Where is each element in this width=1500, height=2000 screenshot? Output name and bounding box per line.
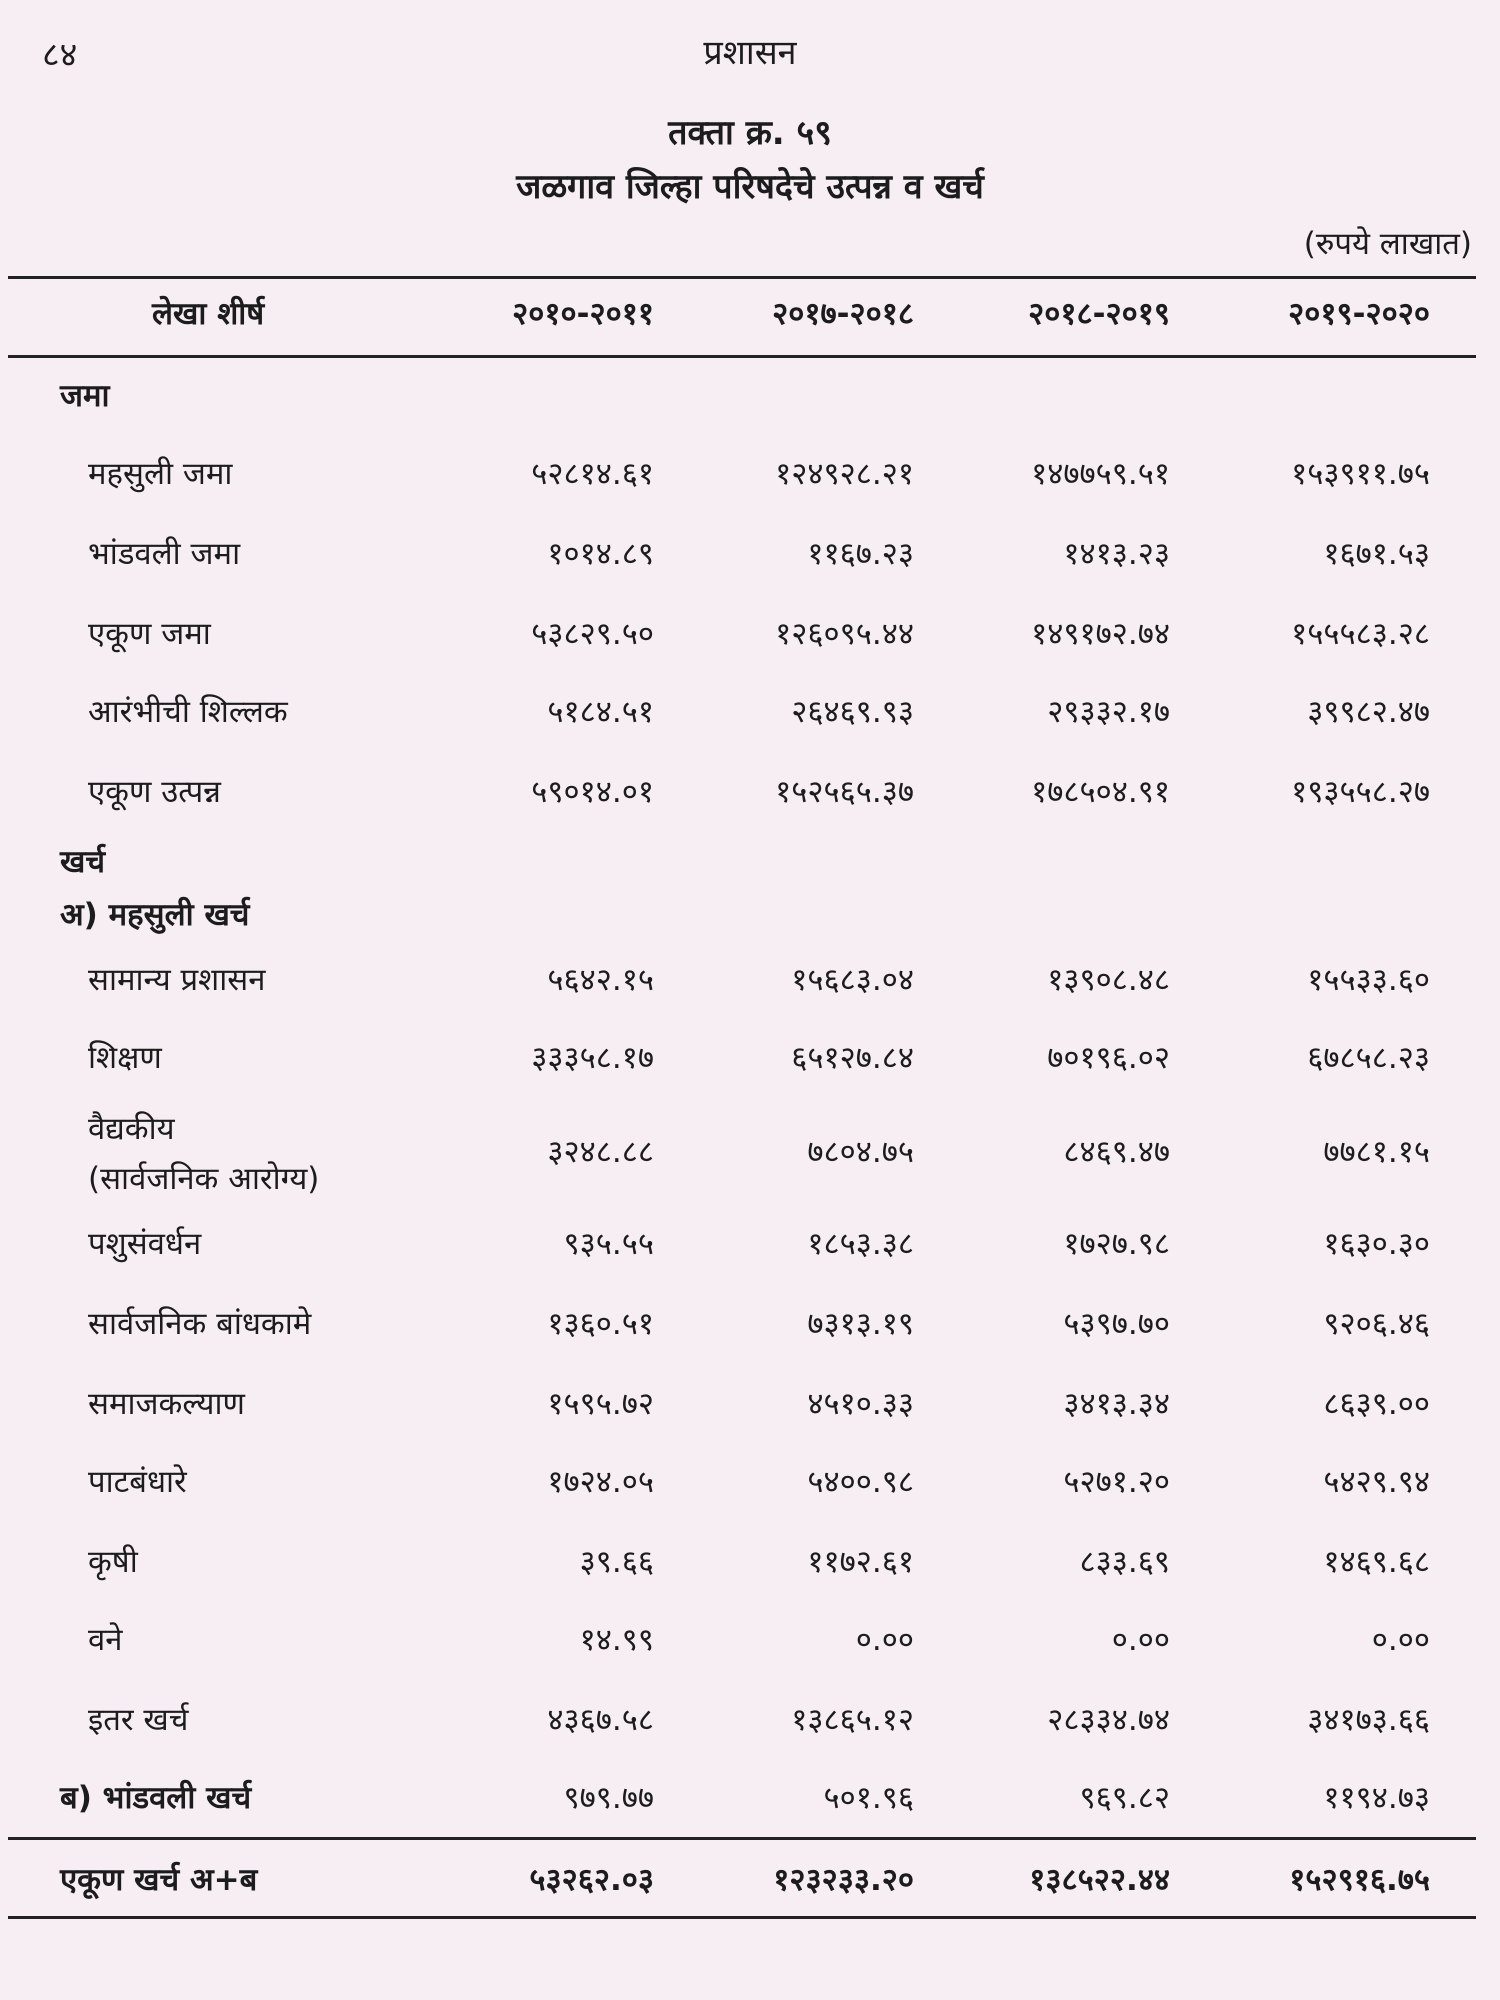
- row-label-line-1: वैद्यकीय: [88, 1111, 175, 1147]
- cell-2018-2019: ५२७१.२०: [1063, 1464, 1170, 1500]
- cell-2019-2020: १६३०.३०: [1323, 1226, 1430, 1262]
- table-top-rule: [8, 276, 1476, 279]
- cell-2018-2019: ८३३.६९: [1079, 1544, 1170, 1580]
- cell-2018-2019: १४१३.२३: [1063, 536, 1170, 572]
- row-label: समाजकल्याण: [88, 1386, 245, 1422]
- row-label: इतर खर्च: [88, 1702, 189, 1738]
- cell-2017-2018: ०.००: [855, 1622, 914, 1658]
- cell-2017-2018: ६५१२७.८४: [791, 1040, 914, 1076]
- row-label: शिक्षण: [88, 1040, 162, 1076]
- row-label: भांडवली जमा: [88, 536, 241, 572]
- cell-2018-2019: १७२७.९८: [1063, 1226, 1170, 1262]
- cell-2019-2020: १५५३३.६०: [1307, 962, 1430, 998]
- row-label: वने: [88, 1622, 123, 1658]
- cell-2017-2018: ११७२.६१: [807, 1544, 914, 1580]
- cell-2010-2011: ३२४८.८८: [547, 1134, 654, 1170]
- table-title: जळगाव जिल्हा परिषदेचे उत्पन्न व खर्च: [516, 167, 984, 207]
- row-label: सार्वजनिक बांधकामे: [88, 1306, 312, 1342]
- row-label: अ) महसुली खर्च: [60, 897, 250, 933]
- row-label: [88, 1104, 319, 1204]
- cell-2019-2020: १९३५५८.२७: [1291, 774, 1430, 810]
- cell-2018-2019: ०.००: [1111, 1622, 1170, 1658]
- running-head: प्रशासन: [703, 33, 797, 73]
- row-label: एकूण खर्च अ+ब: [60, 1862, 258, 1898]
- cell-2010-2011: ५३२६२.०३: [529, 1862, 654, 1898]
- cell-2017-2018: १८५३.३८: [807, 1226, 914, 1262]
- cell-2018-2019: २९३३२.१७: [1047, 694, 1170, 730]
- row-label: खर्च: [60, 844, 106, 880]
- cell-2018-2019: ५३९७.७०: [1063, 1306, 1170, 1342]
- cell-2018-2019: १७८५०४.९१: [1031, 774, 1170, 810]
- cell-2019-2020: ३४१७३.६६: [1307, 1702, 1430, 1738]
- unit-note: (रुपये लाखात): [1303, 226, 1472, 262]
- cell-2017-2018: ४५१०.३३: [807, 1386, 914, 1422]
- cell-2018-2019: ८४६९.४७: [1063, 1134, 1170, 1170]
- cell-2019-2020: १५२९१६.७५: [1289, 1862, 1430, 1898]
- cell-2017-2018: ११६७.२३: [807, 536, 914, 572]
- cell-2017-2018: ५०१.९६: [823, 1780, 914, 1816]
- cell-2019-2020: ३९९८२.४७: [1307, 694, 1430, 730]
- cell-2010-2011: १०१४.८९: [547, 536, 654, 572]
- total-top-rule: [8, 1837, 1476, 1840]
- row-label: एकूण उत्पन्न: [88, 774, 221, 810]
- cell-2010-2011: ५१८४.५१: [547, 694, 654, 730]
- cell-2019-2020: ०.००: [1371, 1622, 1430, 1658]
- cell-2017-2018: ७३१३.१९: [807, 1306, 914, 1342]
- cell-2019-2020: १५५५८३.२८: [1291, 616, 1430, 652]
- cell-2010-2011: ९७९.७७: [563, 1780, 654, 1816]
- row-label: सामान्य प्रशासन: [88, 962, 266, 998]
- row-label: महसुली जमा: [88, 456, 233, 492]
- cell-2010-2011: ५२८१४.६१: [531, 456, 654, 492]
- cell-2010-2011: १७२४.०५: [547, 1464, 654, 1500]
- cell-2010-2011: ३९.६६: [579, 1544, 654, 1580]
- cell-2017-2018: १२३२३३.२०: [773, 1862, 914, 1898]
- cell-2010-2011: १५९५.७२: [547, 1386, 654, 1422]
- cell-2019-2020: ७७८१.१५: [1323, 1134, 1430, 1170]
- header-2017-2018: २०१७-२०१८: [772, 296, 914, 332]
- cell-2010-2011: ५३८२९.५०: [531, 616, 654, 652]
- cell-2018-2019: १३८५२२.४४: [1029, 1862, 1170, 1898]
- cell-2019-2020: ८६३९.००: [1323, 1386, 1430, 1422]
- cell-2017-2018: ५४००.९८: [807, 1464, 914, 1500]
- header-2010-2011: २०१०-२०११: [512, 296, 654, 332]
- cell-2017-2018: १५६८३.०४: [791, 962, 914, 998]
- cell-2018-2019: १४७७५९.५१: [1031, 456, 1170, 492]
- cell-2017-2018: १५२५६५.३७: [775, 774, 914, 810]
- cell-2010-2011: १४.९९: [579, 1622, 654, 1658]
- header-2018-2019: २०१८-२०१९: [1028, 296, 1170, 332]
- cell-2019-2020: ११९४.७३: [1323, 1780, 1430, 1816]
- cell-2019-2020: ५४२९.९४: [1323, 1464, 1430, 1500]
- row-label: एकूण जमा: [88, 616, 211, 652]
- cell-2017-2018: १२६०९५.४४: [775, 616, 914, 652]
- cell-2010-2011: ५९०१४.०१: [531, 774, 654, 810]
- cell-2018-2019: १४९१७२.७४: [1031, 616, 1170, 652]
- header-2019-2020: २०१९-२०२०: [1288, 296, 1430, 332]
- cell-2010-2011: ३३३५८.१७: [531, 1040, 654, 1076]
- table-bottom-rule: [8, 1916, 1476, 1919]
- cell-2018-2019: ३४१३.३४: [1063, 1386, 1170, 1422]
- cell-2010-2011: ५६४२.१५: [547, 962, 654, 998]
- row-label-line-2: (सार्वजनिक आरोग्य): [88, 1161, 320, 1197]
- row-label: पाटबंधारे: [88, 1464, 187, 1500]
- cell-2010-2011: ४३६७.५८: [547, 1702, 654, 1738]
- cell-2017-2018: १३८६५.१२: [791, 1702, 914, 1738]
- row-label: कृषी: [88, 1544, 138, 1580]
- row-label: जमा: [60, 378, 110, 414]
- cell-2017-2018: ७८०४.७५: [807, 1134, 914, 1170]
- cell-2018-2019: ९६९.८२: [1079, 1780, 1170, 1816]
- cell-2018-2019: २८३३४.७४: [1047, 1702, 1170, 1738]
- cell-2010-2011: ९३५.५५: [563, 1226, 654, 1262]
- page-number: ८४: [42, 35, 78, 75]
- cell-2019-2020: ६७८५८.२३: [1307, 1040, 1430, 1076]
- cell-2019-2020: १६७१.५३: [1323, 536, 1430, 572]
- cell-2017-2018: १२४९२८.२१: [775, 456, 914, 492]
- row-label: ब) भांडवली खर्च: [60, 1780, 252, 1816]
- cell-2019-2020: १४६९.६८: [1323, 1544, 1430, 1580]
- cell-2019-2020: ९२०६.४६: [1323, 1306, 1430, 1342]
- cell-2018-2019: १३९०८.४८: [1047, 962, 1170, 998]
- header-account-head: लेखा शीर्ष: [152, 296, 265, 332]
- cell-2010-2011: १३६०.५१: [547, 1306, 654, 1342]
- row-label: आरंभीची शिल्लक: [88, 694, 288, 730]
- cell-2018-2019: ७०१९६.०२: [1047, 1040, 1170, 1076]
- row-label: पशुसंवर्धन: [88, 1226, 202, 1262]
- cell-2019-2020: १५३९११.७५: [1291, 456, 1430, 492]
- cell-2017-2018: २६४६९.९३: [791, 694, 914, 730]
- table-number: तक्ता क्र. ५९: [668, 113, 832, 153]
- header-bottom-rule: [8, 355, 1476, 358]
